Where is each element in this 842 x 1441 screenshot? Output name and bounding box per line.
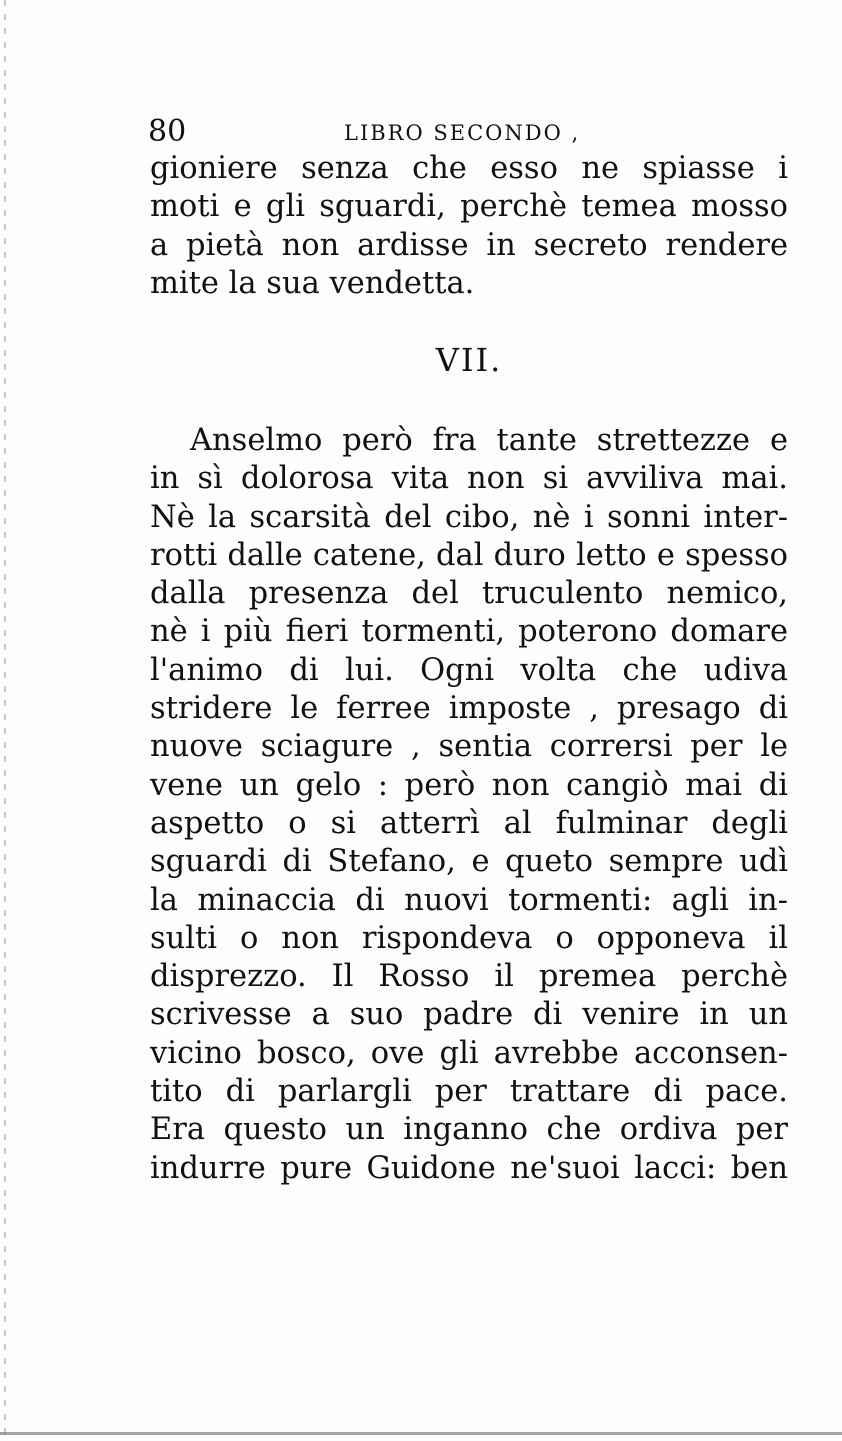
text-line: mite la sua vendetta.: [150, 265, 475, 301]
text-line: nè i più fieri tormenti, poterono domare: [150, 614, 788, 650]
top-paragraph: [150, 150, 788, 303]
text-line: vene un gelo : però non cangiò mai di: [150, 767, 788, 803]
text-line: sguardi di Stefano, e queto sempre udì: [150, 844, 788, 880]
text-line: l'animo di lui. Ogni volta che udiva: [150, 652, 788, 688]
page-number: 80: [148, 114, 187, 149]
page-left-edge: [4, 0, 6, 1441]
text-line: rotti dalle catene, dal duro letto e spesso: [150, 537, 788, 573]
text-line: scrivesse a suo padre di venire in un: [150, 997, 788, 1033]
text-line: indurre pure Guidone ne'suoi lacci: ben: [150, 1150, 788, 1186]
page-header: [148, 112, 788, 152]
text-line: aspetto o si atterrì al fulminar degli: [150, 805, 788, 841]
text-line: vicino bosco, ove gli avrebbe acconsen-: [150, 1035, 788, 1071]
text-line: a pietà non ardisse in secreto rendere: [150, 227, 788, 263]
text-line: tito di parlargli per trattare di pace.: [150, 1074, 788, 1110]
text-line: gioniere senza che esso ne spiasse i: [150, 151, 788, 186]
text-line: la minaccia di nuovi tormenti: agli in-: [150, 882, 788, 918]
running-head: LIBRO SECONDO ,: [344, 121, 581, 145]
section-heading: VII.: [435, 341, 503, 379]
text-line: Nè la scarsità del cibo, nè i sonni inter-: [150, 499, 788, 535]
text-line: moti e gli sguardi, perchè temea mosso: [150, 189, 788, 225]
text-line: Anselmo però fra tante strettezze e: [190, 423, 788, 458]
text-line: in sì dolorosa vita non si avviliva mai.: [150, 461, 788, 497]
text-line: sulti o non rispondeva o opponeva il: [150, 920, 788, 956]
page-bottom-edge: [0, 1432, 842, 1435]
text-line: Era questo un inganno che ordiva per: [150, 1112, 788, 1148]
text-line: dalla presenza del truculento nemico,: [150, 576, 788, 612]
text-line: nuove sciagure , sentia corrersi per le: [150, 729, 788, 765]
text-line: disprezzo. Il Rosso il premea perchè: [150, 959, 788, 995]
text-line: stridere le ferree imposte , presago di: [150, 691, 788, 727]
section-paragraph: [150, 422, 788, 1188]
